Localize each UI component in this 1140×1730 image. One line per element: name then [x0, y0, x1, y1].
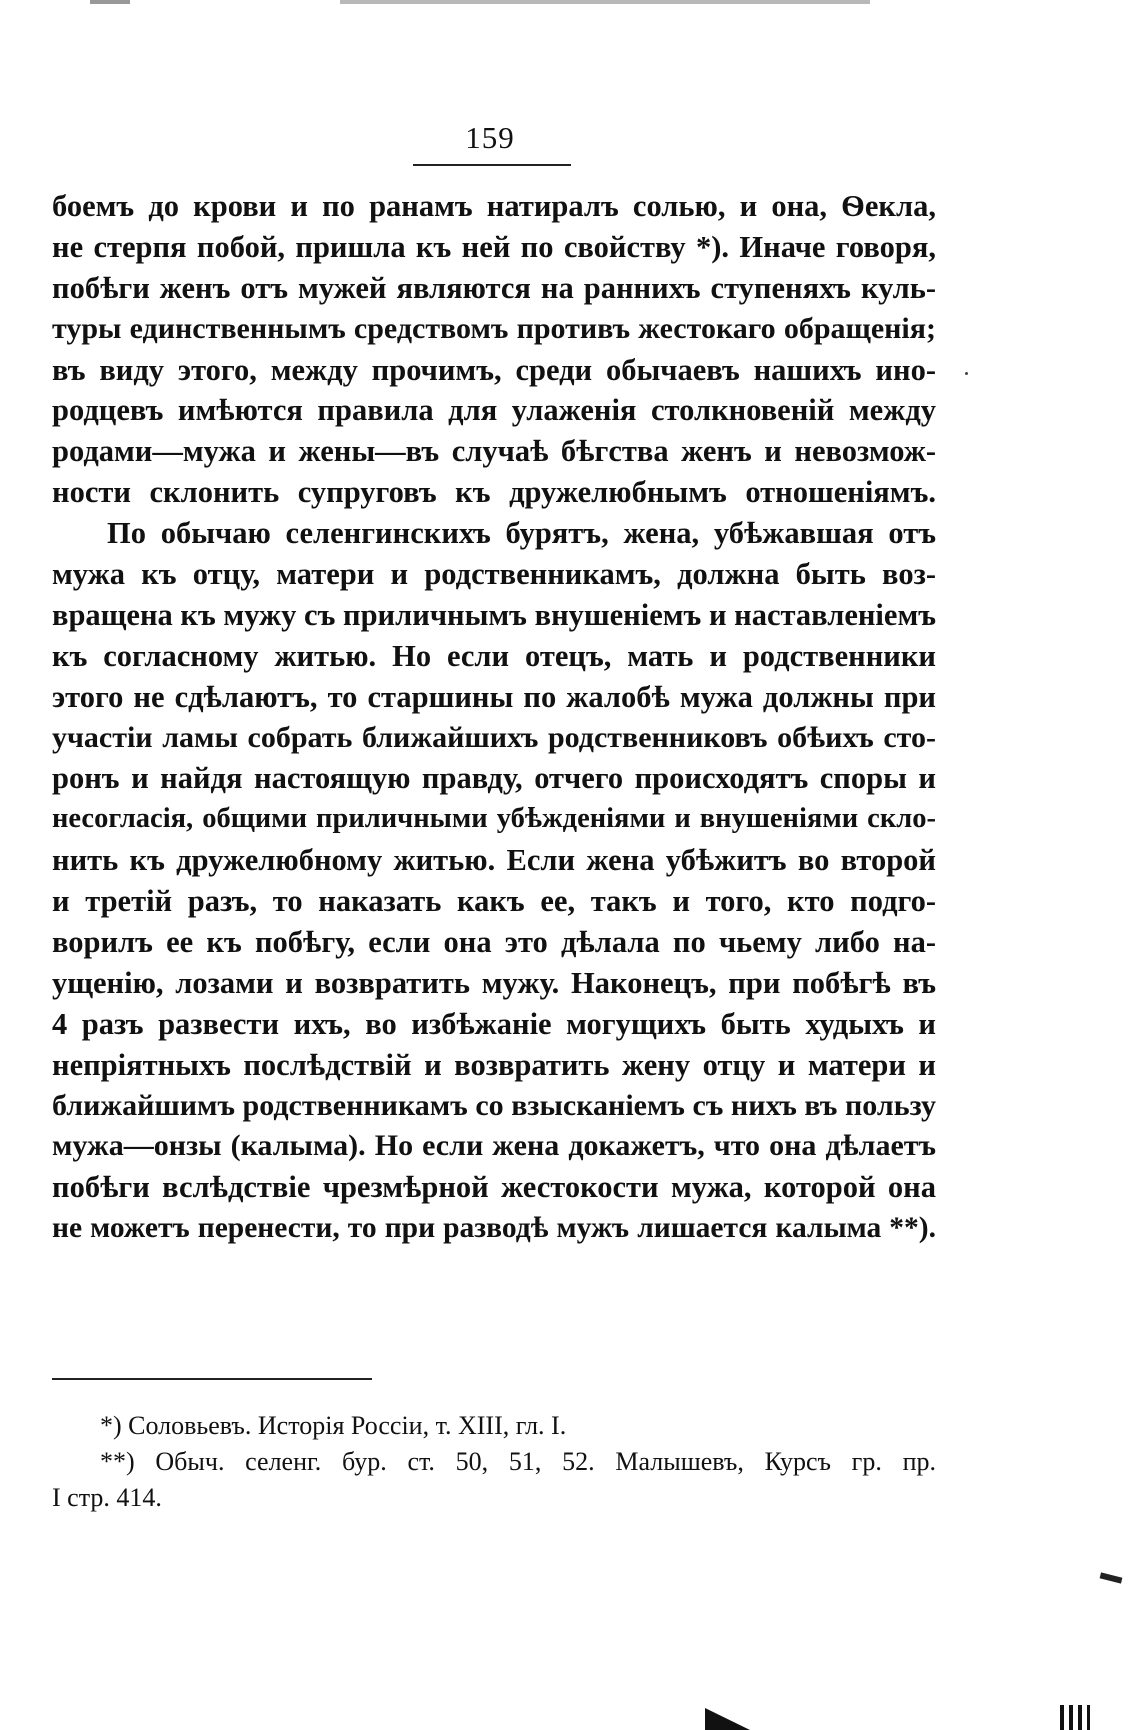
page-number-rule: [413, 164, 571, 166]
text-line: ущенію, лозами и возвратить мужу. Наконецъ, при побѣгѣ въ: [52, 965, 936, 1000]
text-line: родами—мужа и жены—въ случаѣ бѣгства женъ и невозмож-: [52, 434, 936, 469]
text-line: въ виду этого, между прочимъ, среди обычаевъ нашихъ ино-: [52, 352, 936, 387]
text-line: побѣги женъ отъ мужей являются на раннихъ ступеняхъ куль-: [52, 270, 936, 305]
text-line: къ согласному житью. Но если отецъ, мать и родственники: [52, 638, 936, 673]
footnote-1: *) Соловьевъ. Исторія Россіи, т. XIII, гл. I.: [100, 1411, 567, 1440]
scan-artifact-glyph: [1060, 1705, 1090, 1730]
text-line: ности склонить супруговъ къ дружелюбнымъ отношеніямъ.: [52, 475, 936, 510]
text-line: 4 разъ развести ихъ, во избѣжаніе могущихъ быть худыхъ и: [52, 1006, 936, 1041]
body-text: [52, 186, 936, 1249]
text-line: родцевъ имѣются правила для улаженія столкновеній между: [52, 393, 936, 428]
text-line: этого не сдѣлаютъ, то старшины по жалобѣ мужа должны при: [52, 679, 936, 714]
text-line: ворилъ ее къ побѣгу, если она это дѣлала по чьему либо на-: [52, 925, 936, 960]
paragraph-start-line: По обычаю селенгинскихъ бурятъ, жена, убѣжавшая отъ: [107, 516, 936, 551]
text-line: мужа къ отцу, матери и родственникамъ, должна быть воз-: [52, 557, 936, 592]
text-line: участіи ламы собрать ближайшихъ родственниковъ обѣихъ сто-: [52, 720, 936, 754]
text-line: непріятныхъ послѣдствій и возвратить жену отцу и матери и: [52, 1047, 936, 1082]
text-line: несогласія, общими приличными убѣжденіями и внушеніями скло-: [52, 803, 936, 835]
text-line: ронъ и найдя настоящую правду, отчего происходятъ споры и: [52, 761, 936, 796]
text-line: ближайшимъ родственникамъ со взысканіемъ съ нихъ въ пользу: [52, 1088, 936, 1122]
footnotes: [52, 1408, 936, 1516]
text-line: туры единственнымъ средствомъ противъ жестокаго обращенія;: [52, 311, 936, 345]
margin-mark: [1100, 1572, 1123, 1583]
text-line: и третій разъ, то наказать какъ ее, такъ и того, кто подго-: [52, 884, 936, 919]
footnote-2: **) Обыч. селенг. бур. ст. 50, 51, 52. Малышевъ, Курсъ гр. пр.: [100, 1447, 936, 1476]
text-line: мужа—онзы (калыма). Но если жена докажетъ, что она дѣлаетъ: [52, 1129, 936, 1163]
text-line: не стерпя побой, пришла къ ней по свойству *). Иначе говоря,: [52, 229, 936, 264]
top-edge-rule: [90, 0, 870, 4]
text-line: нить къ дружелюбному житью. Если жена убѣжитъ во второй: [52, 843, 936, 878]
footnote-2-continuation: I стр. 414.: [52, 1483, 162, 1512]
scan-artifact-wedge: [705, 1708, 750, 1730]
text-line: не можетъ перенести, то при разводѣ мужъ лишается калыма **).: [52, 1212, 936, 1245]
text-line: побѣги вслѣдствіе чрезмѣрной жестокости мужа, которой она: [52, 1170, 936, 1205]
footnote-rule: [52, 1378, 372, 1380]
margin-speck: [965, 372, 968, 375]
text-line: боемъ до крови и по ранамъ натиралъ солью, и она, Ѳекла,: [52, 189, 936, 223]
page-number: 159: [465, 120, 515, 155]
text-line: вращена къ мужу съ приличнымъ внушеніемъ и наставленіемъ: [52, 597, 936, 632]
